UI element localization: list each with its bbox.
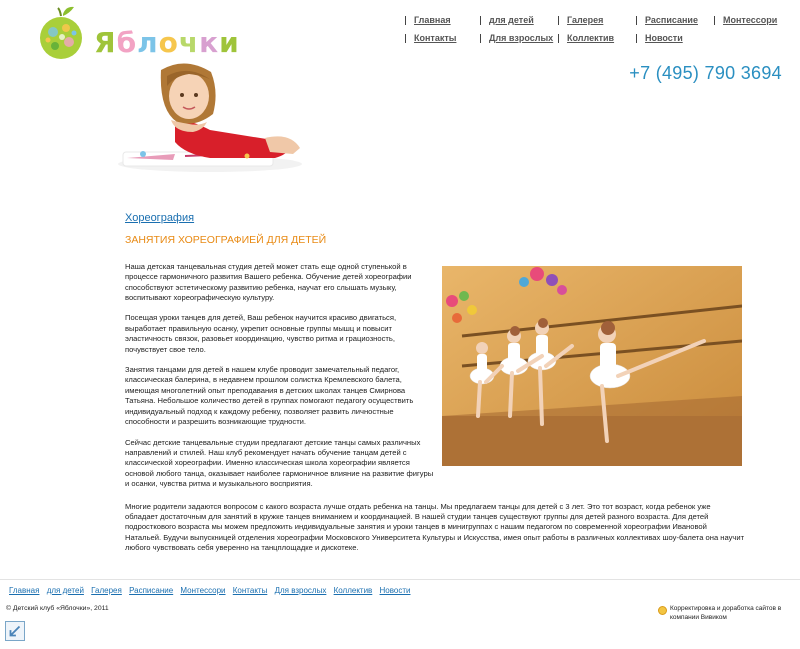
paragraph: Сейчас детские танцевальные студии предлагают детские танцы самых различных направлений и стилей. Наш клуб рекомендует начать обучение танцам детей с классической хореографии. Именно классическая школа хореографии является основой любого танца, оказывает наиболее гармоничное влияние на развитие фигуры и осанки, чувства ритма и музыкального восприятия. — [125, 437, 434, 489]
paragraph: Занятия танцами для детей в нашем клубе проводит замечательный педагог, классическая балерина, в недавнем прошлом солистка Кремлевского балета, имеющая многолетний опыт преподавания в детских школах танцев Смирнова Татьяна. Небольшое количество детей в группах помогают педагогу осуществить индивидуальный подход к каждому ребенку, позволяет развить личностные способности и разрешить возникающие трудности. — [125, 365, 414, 427]
footer-link-adults[interactable]: Для взрослых — [274, 586, 327, 595]
footer-link-montessori[interactable]: Монтессори — [180, 586, 226, 595]
top-nav-item-gallery — [558, 15, 636, 25]
top-nav-link-news[interactable]: Новости — [645, 33, 683, 43]
nav-separator — [636, 16, 637, 25]
footer-link-schedule[interactable]: Расписание — [129, 586, 174, 595]
top-nav-link-children[interactable]: для детей — [489, 15, 534, 25]
top-nav-link-montessori[interactable]: Монтессори — [723, 15, 778, 25]
developer-logo-icon — [658, 606, 667, 615]
apple-logo-icon — [36, 4, 86, 60]
nav-separator — [405, 34, 406, 43]
top-nav-link-schedule[interactable]: Расписание — [645, 15, 698, 25]
top-nav-item-contacts — [400, 33, 480, 43]
nav-separator — [636, 34, 637, 43]
footer-link-contacts[interactable]: Контакты — [232, 586, 268, 595]
top-nav-link-gallery[interactable]: Галерея — [567, 15, 604, 25]
ballet-class-photo — [442, 266, 742, 466]
page-title: ЗАНЯТИЯ ХОРЕОГРАФИЕЙ ДЛЯ ДЕТЕЙ — [125, 234, 327, 247]
top-nav-row-2 — [400, 30, 790, 46]
nav-separator — [405, 16, 406, 25]
copyright-text: © Детский клуб «Яблочки», 2011 — [6, 605, 109, 612]
top-nav-link-adults[interactable]: Для взрослых — [489, 33, 554, 43]
footer-navigation — [9, 586, 416, 595]
top-nav-item-home — [400, 15, 480, 25]
phone-number: +7 (495) 790 3694 — [629, 63, 782, 83]
nav-separator — [480, 34, 481, 43]
footer-divider — [0, 579, 800, 580]
expand-arrow-icon[interactable] — [5, 621, 25, 641]
nav-separator — [714, 16, 715, 25]
top-nav-link-contacts[interactable]: Контакты — [414, 33, 457, 43]
nav-separator — [558, 34, 559, 43]
top-navigation — [400, 12, 790, 48]
footer-link-children[interactable]: для детей — [46, 586, 84, 595]
top-nav-item-news — [636, 33, 714, 43]
paragraph-full-width: Многие родители задаются вопросом с какого возраста лучше отдать ребенка на танцы. Мы предлагаем танцы для детей с 3 лет. Это тот возраст, когда ребенок уже обладает достаточным для занятий в кружке танцев вниманием и координацией. В нашей студии танцев существуют группы для детей разного возраста. Для детей подросткового возраста мы можем предложить индивидуальные занятия и уроки танцев в минигруппах с нашим педагогом по современной хореографии Ивановой Натальей. Будучи выпускницей отделения хореографии Московского Университета Культуры и Искусства, имея опыт работы в различных коллективах шоу-балета она научит любого чувствовать себя уверенно на танцплощадке и дискотеке. — [125, 501, 745, 553]
footer-link-home[interactable]: Главная — [9, 586, 40, 595]
developer-credit-text: Корректировка и доработка сайтов в компании Вивиком — [670, 605, 782, 621]
top-nav-item-montessori — [714, 15, 790, 25]
breadcrumb-link[interactable]: Хореография — [125, 212, 195, 224]
text-column — [125, 262, 437, 500]
top-nav-row-1 — [400, 12, 790, 28]
top-nav-item-adults — [480, 33, 558, 43]
top-nav-link-team[interactable]: Коллектив — [567, 33, 615, 43]
developer-credit[interactable] — [658, 605, 798, 622]
nav-separator — [480, 16, 481, 25]
top-nav-item-schedule — [636, 15, 714, 25]
top-nav-item-team — [558, 33, 636, 43]
footer-link-gallery[interactable]: Галерея — [91, 586, 122, 595]
footer-link-news[interactable]: Новости — [379, 586, 411, 595]
nav-separator — [558, 16, 559, 25]
logo-text: Яблочки — [94, 26, 240, 59]
main-content — [125, 213, 745, 554]
top-nav-link-home[interactable]: Главная — [414, 15, 451, 25]
paragraph: Наша детская танцевальная студия детей может стать еще одной ступенькой в процессе гармоничного развития Вашего ребенка. Обучение детей хореографии способствуют эстетическому развитию ребенка, научат его слышать музыку, воспитывают хореографическую культуру. — [125, 261, 412, 303]
hero-girl-image — [115, 62, 305, 174]
site-logo[interactable] — [36, 4, 240, 60]
footer-link-team[interactable]: Коллектив — [333, 586, 373, 595]
top-nav-item-children — [480, 15, 558, 25]
paragraph: Посещая уроки танцев для детей, Ваш ребенок научится красиво двигаться, выработает правильную осанку, укрепит основные группы мышц и повысит эластичность связок, разовьет координацию, чувство ритма и грациозность, почувствует свое тело. — [125, 313, 397, 354]
